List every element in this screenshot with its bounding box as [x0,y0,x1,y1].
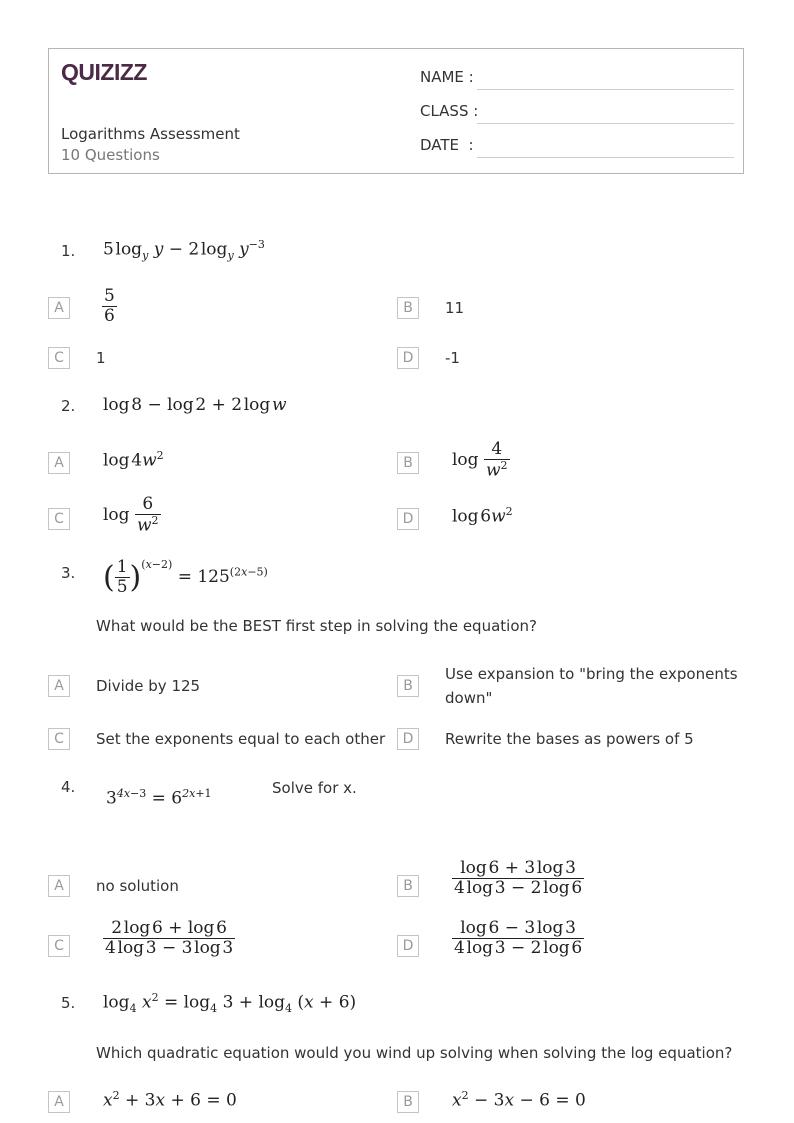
option-5a-box[interactable]: A [48,1091,70,1113]
option-5a-value: $x^2 + 3x + 6 = 0$ [103,1089,237,1111]
option-1b-value: 11 [445,299,465,317]
question-5-expression: $\log_4 x^2 = \log_4 3 + \log_4 (x + 6)$ [103,991,357,1016]
option-5b-value: $x^2 - 3x - 6 = 0$ [452,1089,586,1111]
option-4c-box[interactable]: C [48,935,70,957]
class-line[interactable] [477,123,734,124]
option-2b-box[interactable]: B [397,452,419,474]
option-3c-value: Set the exponents equal to each other [96,730,386,748]
option-1b-box[interactable]: B [397,297,419,319]
option-2d-value: log $6w^2$ [452,505,513,527]
option-4c-value: $\frac{2 \log 6 + \log 6}{4 \log 3 - 3 \log 3}$ [105,918,234,959]
option-5b-box[interactable]: B [397,1091,419,1113]
option-3c-box[interactable]: C [48,728,70,750]
option-4b-box[interactable]: B [397,875,419,897]
option-3a-value: Divide by 125 [96,677,201,695]
option-4d-box[interactable]: D [397,935,419,957]
option-1d-box[interactable]: D [397,347,419,369]
option-3d-box[interactable]: D [397,728,419,750]
question-1-number: 1. [61,242,76,260]
question-5-prompt: Which quadratic equation would you wind up solving when solving the log equation? [96,1044,733,1062]
option-2a-value: log $4w^2$ [103,449,164,471]
option-4a-box[interactable]: A [48,875,70,897]
date-line[interactable] [477,157,734,158]
name-field[interactable] [420,68,734,90]
option-2a-box[interactable]: A [48,452,70,474]
question-3-prompt: What would be the BEST first step in solving the equation? [96,617,537,635]
option-3b-box[interactable]: B [397,675,419,697]
question-2-expression: log 8 − log 2 + 2 log w [103,395,287,415]
option-1a-box[interactable]: A [48,297,70,319]
worksheet-title: Logarithms Assessment [61,125,240,143]
svg-text:QUIZIZZ: QUIZIZZ [61,59,147,85]
question-count: 10 Questions [61,146,160,164]
name-line[interactable] [477,89,734,90]
option-1c-box[interactable]: C [48,347,70,369]
question-1-expression: 5 $\log_y y - 2$ $\log_y y^{-3}$ [103,238,265,263]
name-label: NAME : [420,68,474,86]
option-1d-value: -1 [445,349,460,367]
date-label: DATE : [420,136,474,154]
class-label: CLASS : [420,102,479,120]
option-2c-box[interactable]: C [48,508,70,530]
option-4a-value: no solution [96,877,179,895]
option-3a-box[interactable]: A [48,675,70,697]
class-field[interactable] [420,102,734,124]
question-3-number: 3. [61,564,76,582]
question-5-number: 5. [61,994,76,1012]
date-field[interactable] [420,136,734,158]
option-4d-value: $\frac{\log 6 - 3 \log 3}{4 \log 3 - 2 \log 6}$ [454,918,583,959]
option-2d-box[interactable]: D [397,508,419,530]
option-1a-value: $\frac{5}{6}$ [104,286,115,327]
option-3d-value: Rewrite the bases as powers of 5 [445,730,694,748]
question-3-expression: ( $\frac{1}{5}$ )$^{(x-2)} = 125^{(2x-5)}$ [103,557,268,598]
quizizz-logo [61,59,153,85]
option-2b-value: log $\frac{4}{w^2}$ [452,439,508,481]
option-1c-value: 1 [96,349,106,367]
question-2-number: 2. [61,397,76,415]
option-2c-value: log $\frac{6}{w^2}$ [103,494,159,536]
question-4-number: 4. [61,778,76,796]
worksheet-header [48,48,744,174]
option-3b-value: Use expansion to "bring the exponents down" [445,665,738,707]
question-4-expression: $3^{4x-3} = 6^{2x+1}$ [106,787,212,809]
question-4-prompt: Solve for x. [272,779,357,797]
option-4b-value: $\frac{\log 6 + 3 \log 3}{4 \log 3 - 2 \log 6}$ [454,858,583,899]
